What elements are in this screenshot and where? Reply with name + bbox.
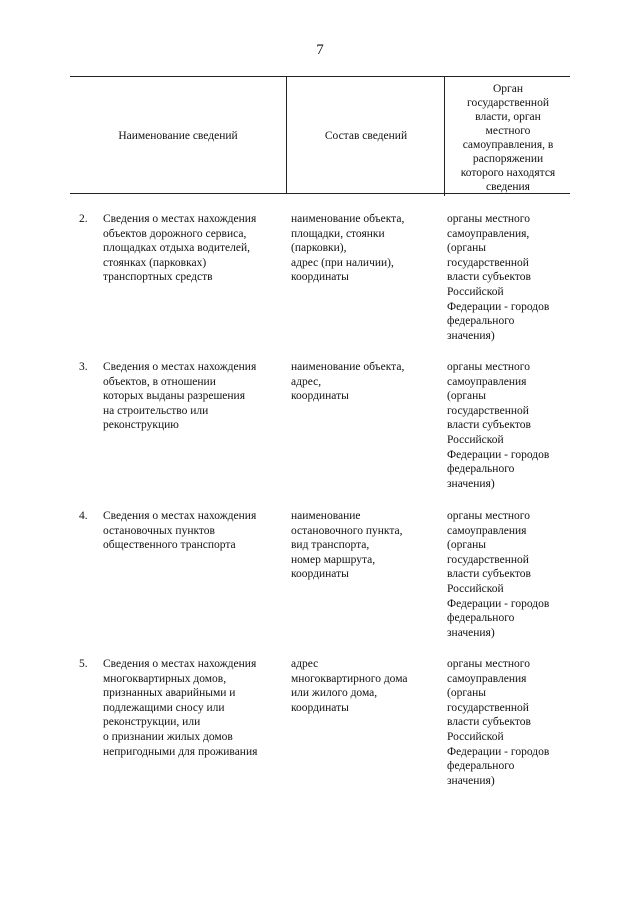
row-composition: наименование остановочного пункта, вид транспорта, номер маршрута, координаты [291, 510, 403, 581]
row-number: 2. [79, 213, 88, 225]
row-number: 3. [79, 361, 88, 373]
header-authority-label: Орган государственной власти, орган местного самоуправления, в распоряжении которого находятся сведения [460, 82, 556, 193]
row-authority: органы местного самоуправления (органы государственной власти субъектов Российской Федерации - городов федерального значения) [447, 510, 550, 639]
page-number: 7 [316, 42, 324, 58]
row-composition: наименование объекта, площадки, стоянки (парковки), адрес (при наличии), координаты [291, 213, 405, 284]
row-composition: адрес многоквартирного дома или жилого дома, координаты [291, 658, 408, 714]
row-name: Сведения о местах нахождения многоквартирных домов, признанных аварийными и подлежащими сносу или реконструкции, или о признании жилых домов непригодными для проживания [103, 658, 258, 758]
row-authority: органы местного самоуправления (органы государственной власти субъектов Российской Федерации - городов федерального значения) [447, 658, 550, 787]
row-authority: органы местного самоуправления, (органы государственной власти субъектов Российской Федерации - городов федерального значения) [447, 213, 550, 342]
row-name: Сведения о местах нахождения остановочных пунктов общественного транспорта [103, 510, 257, 552]
row-name: Сведения о местах нахождения объектов дорожного сервиса, площадках отдыха водителей, стоянках (парковках) транспортных средств [103, 213, 257, 284]
header-composition-label: Состав сведений [324, 129, 408, 142]
header-composition-column [286, 77, 445, 194]
header-authority-column [444, 77, 571, 196]
header-name-label: Наименование сведений [118, 129, 238, 142]
table-header [70, 76, 570, 194]
row-authority: органы местного самоуправления (органы государственной власти субъектов Российской Федерации - городов федерального значения) [447, 361, 550, 490]
row-composition: наименование объекта, адрес, координаты [291, 361, 405, 403]
row-number: 4. [79, 510, 88, 522]
header-name-column [70, 77, 286, 194]
row-name: Сведения о местах нахождения объектов, в отношении которых выданы разрешения на строительство или реконструкцию [103, 361, 257, 432]
row-number: 5. [79, 658, 88, 670]
